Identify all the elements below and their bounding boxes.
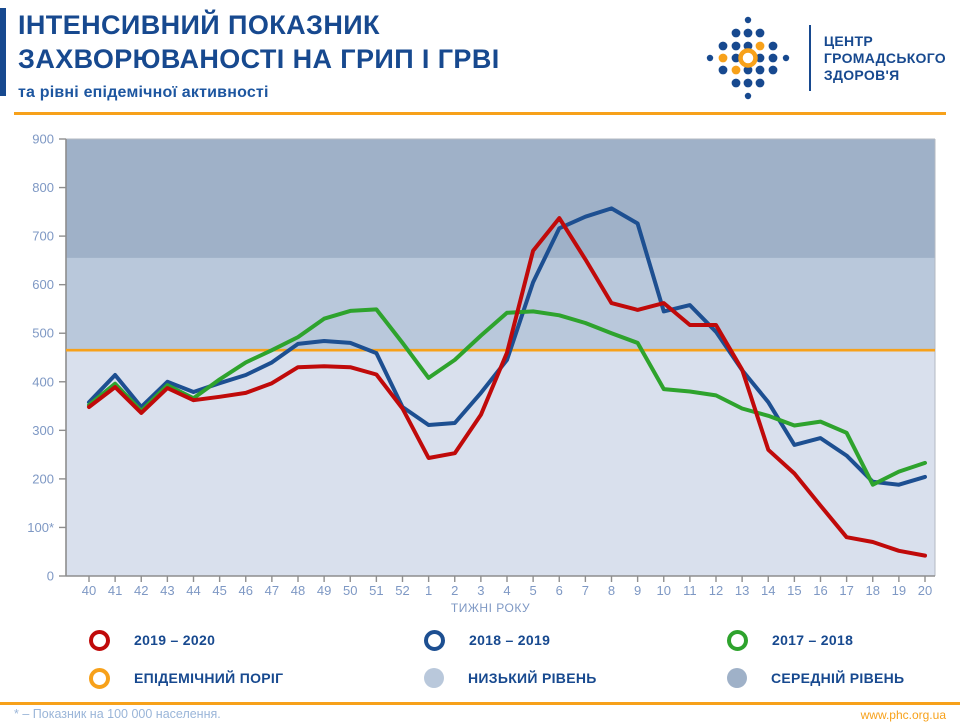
svg-text:800: 800 — [32, 180, 54, 196]
legend-ring-threshold-icon — [89, 668, 110, 689]
svg-text:52: 52 — [395, 583, 410, 598]
legend-ring-2019-2020-icon — [89, 630, 110, 651]
legend-dot-medium-level-icon — [727, 668, 747, 688]
page-title-line-1: ІНТЕНСИВНИЙ ПОКАЗНИК — [18, 10, 380, 40]
svg-text:14: 14 — [761, 583, 776, 598]
svg-text:5: 5 — [529, 583, 537, 598]
flu-incidence-chart — [0, 120, 960, 620]
logo-text-line-1: ЦЕНТР — [823, 32, 873, 49]
svg-text:4: 4 — [503, 583, 511, 598]
legend-label-2018-2019: 2018 – 2019 — [469, 632, 551, 648]
svg-text:500: 500 — [32, 325, 54, 341]
svg-text:1: 1 — [425, 583, 433, 598]
svg-text:10: 10 — [656, 583, 671, 598]
svg-text:20: 20 — [917, 583, 933, 598]
legend-ring-2017-2018-icon — [727, 630, 748, 651]
svg-text:47: 47 — [264, 583, 280, 598]
svg-text:19: 19 — [891, 583, 907, 598]
phc-logo-icon — [700, 10, 796, 106]
legend-label-threshold: ЕПІДЕМІЧНИЙ ПОРІГ — [134, 670, 284, 686]
legend-item-epidemic-threshold — [89, 667, 283, 689]
legend-item-medium-level — [727, 667, 904, 689]
svg-text:16: 16 — [813, 583, 828, 598]
legend-item-2017-2018 — [727, 629, 853, 651]
svg-text:13: 13 — [734, 583, 750, 598]
svg-text:ТИЖНІ РОКУ: ТИЖНІ РОКУ — [450, 601, 531, 615]
header-accent-bar — [0, 8, 6, 96]
footnote: * – Показник на 100 000 населення. — [14, 707, 221, 721]
svg-text:11: 11 — [683, 583, 697, 598]
svg-text:300: 300 — [32, 422, 54, 438]
svg-text:600: 600 — [32, 277, 54, 293]
svg-text:2: 2 — [451, 583, 459, 598]
legend-dot-low-level-icon — [424, 668, 444, 688]
header-rule — [14, 112, 946, 115]
logo-text-line-2: ГРОМАДСЬКОГО — [823, 49, 946, 66]
header — [18, 8, 500, 102]
website-link[interactable]: www.phc.org.ua — [860, 708, 946, 722]
svg-text:12: 12 — [708, 583, 724, 598]
svg-text:43: 43 — [160, 583, 175, 598]
legend-item-low-level — [424, 667, 597, 689]
svg-text:15: 15 — [787, 583, 802, 598]
svg-text:8: 8 — [607, 583, 616, 598]
svg-text:18: 18 — [865, 583, 880, 598]
svg-text:7: 7 — [581, 583, 589, 598]
footer-rule — [0, 702, 960, 705]
svg-text:48: 48 — [290, 583, 306, 598]
svg-text:45: 45 — [212, 583, 227, 598]
legend-item-2018-2019 — [424, 629, 550, 651]
legend-label-medium-level: СЕРЕДНІЙ РІВЕНЬ — [771, 670, 905, 686]
svg-text:40: 40 — [81, 583, 97, 598]
svg-text:42: 42 — [134, 583, 149, 598]
svg-text:49: 49 — [316, 583, 332, 598]
legend-item-2019-2020 — [89, 629, 215, 651]
svg-text:44: 44 — [186, 583, 201, 598]
legend — [0, 620, 960, 700]
legend-ring-2018-2019-icon — [424, 630, 445, 651]
page-title-line-2: ЗАХВОРЮВАНОСТІ НА ГРИП І ГРВІ — [18, 44, 500, 74]
svg-text:51: 51 — [369, 583, 384, 598]
logo — [700, 10, 946, 106]
svg-text:41: 41 — [107, 583, 123, 598]
svg-text:0: 0 — [46, 568, 54, 584]
svg-text:100*: 100* — [27, 519, 54, 535]
svg-text:50: 50 — [343, 583, 358, 598]
svg-text:900: 900 — [32, 131, 54, 147]
legend-label-2017-2018: 2017 – 2018 — [772, 632, 854, 648]
svg-text:17: 17 — [839, 583, 854, 598]
logo-text — [824, 33, 946, 84]
svg-text:9: 9 — [634, 583, 642, 598]
page-subtitle: та рівні епідемічної активності — [18, 84, 269, 101]
svg-text:200: 200 — [32, 471, 54, 487]
logo-divider — [809, 25, 811, 91]
legend-label-low-level: НИЗЬКИЙ РІВЕНЬ — [468, 670, 597, 686]
svg-text:400: 400 — [32, 374, 54, 390]
legend-label-2019-2020: 2019 – 2020 — [134, 632, 216, 648]
svg-text:700: 700 — [32, 228, 54, 244]
svg-text:6: 6 — [555, 583, 563, 598]
logo-text-line-3: ЗДОРОВ'Я — [823, 66, 900, 83]
svg-text:3: 3 — [477, 583, 485, 598]
svg-text:46: 46 — [238, 583, 253, 598]
